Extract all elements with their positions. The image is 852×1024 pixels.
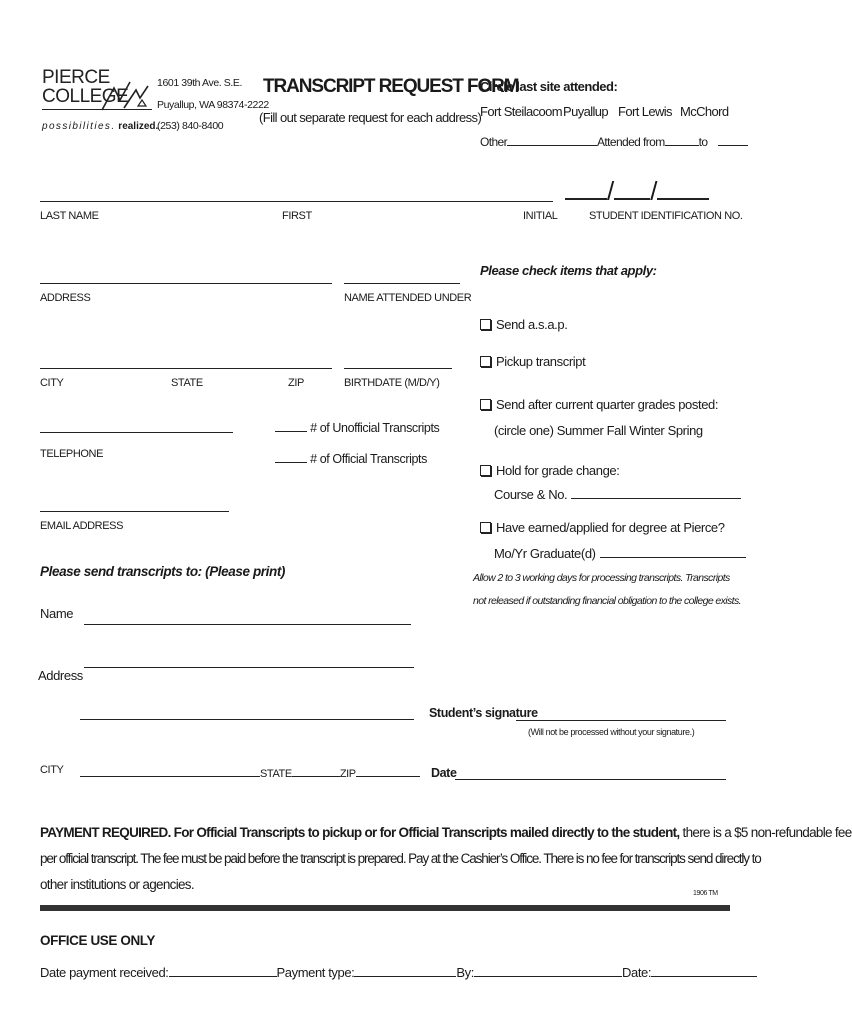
- date-received-label: Date payment received:: [40, 965, 169, 980]
- attended-to-field[interactable]: [718, 133, 748, 146]
- send-to-city-field[interactable]: [80, 764, 260, 777]
- office-row: [40, 962, 757, 980]
- checkbox-after-grades[interactable]: [480, 399, 491, 410]
- send-to-heading: Please send transcripts to: (Please print): [40, 564, 286, 579]
- check-degree[interactable]: [480, 520, 725, 535]
- label-official: # of Official Transcripts: [310, 452, 427, 466]
- signature-line[interactable]: [516, 720, 726, 721]
- label-name-attended-under: NAME ATTENDED UNDER: [344, 292, 472, 304]
- signature-note: (Will not be processed without your signature.): [528, 727, 695, 737]
- by-label: By:: [456, 965, 474, 980]
- logo-line-1: PIERCE: [42, 67, 110, 88]
- office-date-field[interactable]: [651, 962, 757, 977]
- payment-rest-1: there is a $5 non-refundable fee: [679, 825, 852, 840]
- college-street: 1601 39th Ave. S.E.: [157, 77, 243, 89]
- label-city: CITY: [40, 377, 64, 389]
- address-line[interactable]: [40, 283, 332, 284]
- tagline-bold: realized.: [118, 121, 159, 132]
- label-state: STATE: [171, 377, 203, 389]
- office-date-label: Date:: [622, 965, 652, 980]
- allow-note-1: Allow 2 to 3 working days for processing transcripts. Transcripts: [473, 572, 730, 584]
- payment-type-label: Payment type:: [276, 965, 355, 980]
- after-grades-label: Send after current quarter grades posted:: [496, 397, 719, 412]
- payment-bold: PAYMENT REQUIRED. For Official Transcripts to pickup or for Official Transcripts mailed directly to the student,: [40, 825, 680, 840]
- payment-line-1: [40, 825, 852, 840]
- tagline-italic: possibilities.: [42, 121, 116, 132]
- date-label: Date: [431, 766, 457, 780]
- signature-label: Student’s signature: [429, 706, 538, 720]
- unofficial-count-field[interactable]: [275, 419, 307, 432]
- student-id-field[interactable]: [565, 170, 709, 207]
- mo-yr-field[interactable]: [600, 545, 746, 558]
- label-birthdate: BIRTHDATE (M/D/Y): [344, 377, 440, 389]
- telephone-line[interactable]: [40, 432, 233, 433]
- college-phone: (253) 840-8400: [157, 120, 224, 132]
- unofficial-count-row: [275, 419, 439, 435]
- label-unofficial: # of Unofficial Transcripts: [310, 421, 440, 435]
- course-no-label: Course & No.: [494, 487, 568, 502]
- send-to-zip-field[interactable]: [356, 764, 420, 777]
- city-state-zip-line[interactable]: [40, 368, 332, 369]
- date-received-field[interactable]: [169, 962, 277, 977]
- pickup-label: Pickup transcript: [496, 354, 586, 369]
- site-heading: Circle last site attended:: [480, 79, 618, 94]
- payment-line-2: per official transcript. The fee must be paid before the transcript is prepared. Pay at the Cashier’s Office. There is no fee for transcripts send directly to: [40, 851, 761, 866]
- other-label: Other: [480, 135, 508, 149]
- send-to-city-label: CITY: [40, 764, 64, 776]
- send-to-name-line[interactable]: [84, 624, 411, 625]
- sid-sep-2: /: [650, 176, 658, 206]
- checkbox-degree[interactable]: [480, 522, 491, 533]
- official-count-field[interactable]: [275, 450, 307, 463]
- checkbox-hold[interactable]: [480, 465, 491, 476]
- payment-line-3: other institutions or agencies.: [40, 877, 194, 892]
- name-attended-under-line[interactable]: [344, 283, 460, 284]
- form-title: TRANSCRIPT REQUEST FORM: [263, 76, 519, 97]
- check-pickup[interactable]: [480, 354, 585, 369]
- form-subtitle: (Fill out separate request for each address): [259, 110, 482, 125]
- mo-yr-row: [494, 545, 746, 561]
- send-to-address-label: Address: [38, 668, 83, 683]
- send-to-address-line-1[interactable]: [84, 667, 414, 668]
- checkbox-send-asap[interactable]: [480, 319, 491, 330]
- site-other-row: [480, 133, 748, 149]
- hold-label: Hold for grade change:: [496, 463, 620, 478]
- logo-tagline: [42, 121, 158, 132]
- label-zip: ZIP: [288, 377, 304, 389]
- check-heading: Please check items that apply:: [480, 263, 657, 278]
- official-count-row: [275, 450, 427, 466]
- checkbox-pickup[interactable]: [480, 356, 491, 367]
- sid-sep-1: /: [607, 176, 615, 206]
- label-email: EMAIL ADDRESS: [40, 520, 124, 532]
- send-to-state-label: STATE: [260, 768, 292, 780]
- circle-one-quarter[interactable]: (circle one) Summer Fall Winter Spring: [494, 423, 703, 438]
- allow-note-2: not released if outstanding financial obligation to the college exists.: [473, 595, 741, 607]
- birthdate-line[interactable]: [344, 368, 452, 369]
- course-no-field[interactable]: [571, 486, 741, 499]
- site-option-fort-steilacoom[interactable]: Fort Steilacoom: [480, 104, 563, 119]
- attended-from-label: Attended from: [597, 135, 665, 149]
- label-address: ADDRESS: [40, 292, 91, 304]
- college-city: Puyallup, WA 98374-2222: [157, 99, 269, 111]
- site-option-puyallup[interactable]: Puyallup: [563, 104, 609, 119]
- office-heading: OFFICE USE ONLY: [40, 933, 156, 948]
- send-to-city-row: [80, 764, 420, 780]
- other-field[interactable]: [507, 133, 597, 146]
- mo-yr-label: Mo/Yr Graduate(d): [494, 546, 596, 561]
- check-after-grades[interactable]: [480, 397, 718, 412]
- form-code: 1906 TM: [693, 890, 718, 897]
- check-send-asap[interactable]: [480, 317, 567, 332]
- label-initial: INITIAL: [523, 210, 558, 222]
- send-to-name-label: Name: [40, 606, 74, 621]
- by-field[interactable]: [474, 962, 622, 977]
- send-to-state-field[interactable]: [292, 764, 340, 777]
- logo-line-2: COLLEGE: [42, 86, 129, 107]
- label-last-name: LAST NAME: [40, 210, 99, 222]
- send-asap-label: Send a.s.a.p.: [496, 317, 568, 332]
- site-option-mcchord[interactable]: McChord: [680, 104, 729, 119]
- label-student-id: STUDENT IDENTIFICATION NO.: [589, 210, 743, 222]
- label-telephone: TELEPHONE: [40, 448, 104, 460]
- check-hold[interactable]: [480, 463, 619, 478]
- divider-bar: [40, 905, 730, 911]
- label-first: FIRST: [282, 210, 312, 222]
- payment-type-field[interactable]: [354, 962, 456, 977]
- date-line[interactable]: [455, 779, 726, 780]
- send-to-address-line-2[interactable]: [80, 719, 414, 720]
- email-line[interactable]: [40, 511, 229, 512]
- to-label: to: [698, 135, 708, 149]
- course-no-row: [494, 486, 741, 502]
- degree-label: Have earned/applied for degree at Pierce?: [496, 520, 725, 535]
- name-line[interactable]: [40, 201, 553, 202]
- site-option-fort-lewis[interactable]: Fort Lewis: [618, 104, 672, 119]
- attended-from-field[interactable]: [665, 133, 699, 146]
- send-to-zip-label: ZIP: [339, 768, 356, 780]
